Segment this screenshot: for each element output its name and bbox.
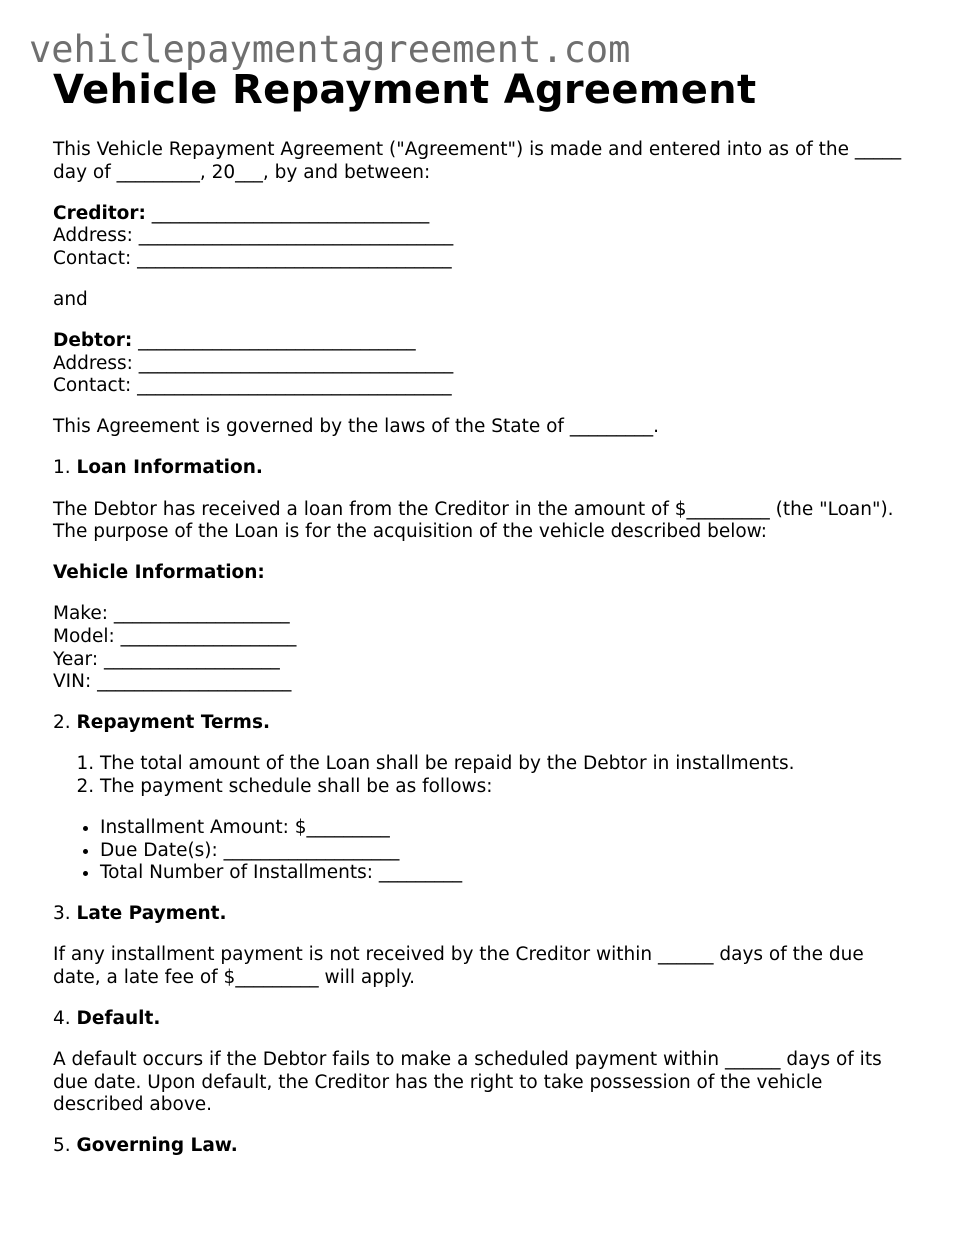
vehicle-vin: VIN: _____________________ bbox=[53, 671, 292, 693]
section-4-heading bbox=[53, 1008, 913, 1031]
debtor-line bbox=[53, 330, 913, 353]
vehicle-fields bbox=[53, 603, 913, 693]
section-3-number: 3. bbox=[53, 903, 77, 925]
debtor-block bbox=[53, 330, 913, 398]
document-body bbox=[53, 66, 913, 1177]
late-payment-paragraph: If any installment payment is not received by the Creditor within ______ days of the due date, a late fee of $_________ will apply. bbox=[53, 944, 864, 988]
section-2-number: 2. bbox=[53, 712, 77, 734]
list-item: 2. The payment schedule shall be as follows: bbox=[100, 776, 913, 799]
section-4-title: Default. bbox=[76, 1008, 161, 1030]
list-item: • Total Number of Installments: _________ bbox=[100, 862, 913, 885]
vehicle-year: Year: ___________________ bbox=[53, 648, 280, 670]
loan-paragraph: The Debtor has received a loan from the Creditor in the amount of $_________ (the "Loan"). The purpose of the Loan is for the acquisition of the vehicle described below: bbox=[53, 498, 894, 543]
section-2-title: Repayment Terms. bbox=[76, 712, 270, 734]
section-3-heading bbox=[53, 903, 913, 926]
section-1-heading bbox=[53, 457, 913, 480]
list-item: • Due Date(s): ___________________ bbox=[100, 840, 913, 863]
list-item: • Installment Amount: $_________ bbox=[100, 817, 913, 840]
debtor-label: Debtor: bbox=[53, 330, 133, 352]
governing-state-paragraph: This Agreement is governed by the laws of the State of _________. bbox=[53, 416, 659, 438]
debtor-blank: ______________________________ bbox=[132, 330, 416, 352]
repayment-terms-list bbox=[53, 753, 913, 798]
section-5-title: Governing Law. bbox=[76, 1135, 238, 1157]
section-5-heading bbox=[53, 1135, 913, 1158]
document-title: Vehicle Repayment Agreement bbox=[53, 67, 757, 113]
creditor-blank: ______________________________ bbox=[145, 202, 430, 224]
creditor-line bbox=[53, 203, 913, 226]
vehicle-make: Make: ___________________ bbox=[53, 603, 290, 625]
vehicle-model: Model: ___________________ bbox=[53, 625, 297, 647]
intro-paragraph: This Vehicle Repayment Agreement ("Agreement") is made and entered into as of the _____ day of _________, 20___, by and between: bbox=[53, 139, 902, 183]
debtor-address: Address: __________________________________ bbox=[53, 352, 454, 374]
section-3-title: Late Payment. bbox=[76, 903, 227, 925]
and-text: and bbox=[53, 288, 88, 310]
section-2-heading bbox=[53, 712, 913, 735]
creditor-block bbox=[53, 203, 913, 271]
creditor-address: Address: __________________________________ bbox=[53, 225, 454, 247]
vehicle-heading-text: Vehicle Information: bbox=[53, 562, 265, 584]
creditor-label: Creditor: bbox=[53, 202, 146, 224]
section-1-title: Loan Information. bbox=[76, 457, 263, 479]
watermark: vehiclepaymentagreement.com bbox=[29, 28, 631, 71]
section-4-number: 4. bbox=[53, 1008, 77, 1030]
debtor-contact: Contact: __________________________________ bbox=[53, 375, 452, 397]
vehicle-heading bbox=[53, 562, 913, 585]
section-5-number: 5. bbox=[53, 1135, 77, 1157]
creditor-contact: Contact: __________________________________ bbox=[53, 247, 452, 269]
default-paragraph: A default occurs if the Debtor fails to make a scheduled payment within ______ days of its due date. Upon default, the Creditor has the right to take possession of the vehicle described above. bbox=[53, 1049, 882, 1116]
payment-schedule-list bbox=[53, 817, 913, 885]
section-1-number: 1. bbox=[53, 457, 77, 479]
list-item: 1. The total amount of the Loan shall be repaid by the Debtor in installments. bbox=[100, 753, 913, 776]
